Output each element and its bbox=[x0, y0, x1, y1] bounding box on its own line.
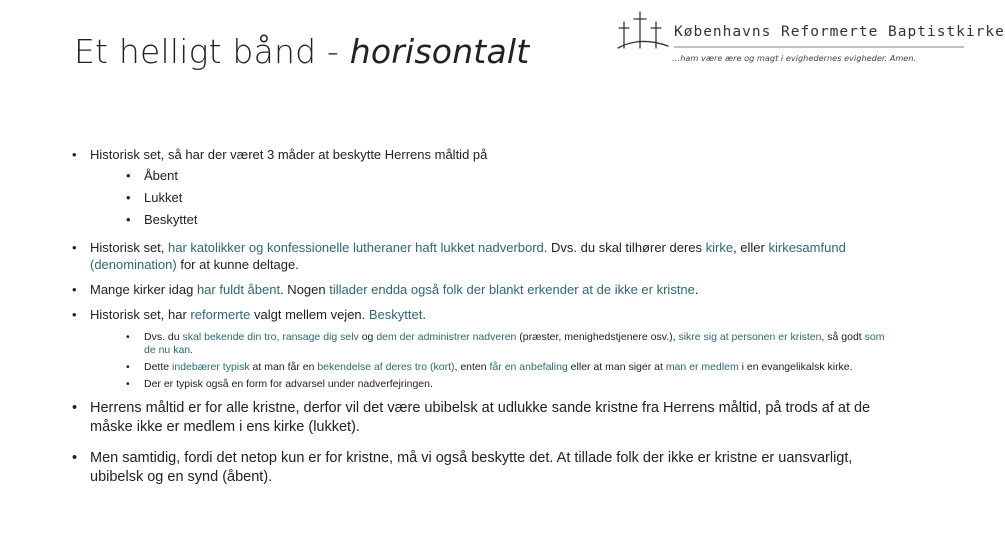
bullet-katolikker: • Historisk set, har katolikker og konfessionelle lutheraner haft lukket nadverbord. Dvs. du skal tilhører deres kirke, eller kirkesamfund (denomination) for at kunne deltage. bbox=[72, 239, 892, 273]
reformed-details-list bbox=[90, 331, 892, 391]
list-item: • Lukket bbox=[126, 187, 892, 209]
page-title bbox=[74, 32, 529, 71]
list-item: • Dvs. du skal bekende din tro, ransage dig selv og dem der administrer nadveren (præster, menighedstjenere osv.), sikre sig at personen er kristen, så godt som de nu kan. bbox=[126, 331, 892, 357]
church-name: Københavns Reformerte Baptistkirke bbox=[674, 24, 1005, 40]
title-main: Et helligt bånd - bbox=[74, 32, 350, 71]
bullet-list bbox=[72, 146, 892, 499]
church-motto: …ham være ære og magt i evighedernes evigheder. Amen. bbox=[672, 53, 917, 63]
bullet-men-samtidig: • Men samtidig, fordi det netop kun er for kristne, må vi også beskytte det. At tillade folk der ikke er kristne er uansvarligt, ubibelsk og en synd (åbent). bbox=[72, 449, 892, 487]
bullet-mange-kirker: • Mange kirker idag har fuldt åbent. Nogen tillader endda også folk der blankt erkender at de ikke er kristne. bbox=[72, 281, 892, 298]
church-logo bbox=[616, 8, 1005, 72]
list-item: • Dette indebærer typisk at man får en bekendelse af deres tro (kort), enten får en anbefaling eller at man siger at man er medlem i en evangelikalsk kirke. bbox=[126, 361, 892, 374]
list-item: • Der er typisk også en form for advarsel under nadverfejringen. bbox=[126, 378, 892, 391]
list-item: • Beskyttet bbox=[126, 209, 892, 231]
crosses-icon bbox=[616, 8, 676, 56]
bullet-reformerte: • Historisk set, har reformerte valgt mellem vejen. Beskyttet. • Dvs. du skal bekende din tro, ransage dig selv og dem der administrer nadveren (præster, menighedstjenere osv.), sikre sig at personen er kristen, så godt som de nu kan. • Dette indebærer typisk at man får en bekendelse af deres tro (kort), enten får en anbefaling eller at man siger at man er medlem i en evangelikalsk kirke. • Der er typisk også en form for advarsel under nadverfejringen. bbox=[72, 306, 892, 391]
bullet-herrens-maaltid: • Herrens måltid er for alle kristne, derfor vil det være ubibelsk at udlukke sande kristne fra Herrens måltid, på trods af at de måske ikke er medlem i ens kirke (lukket). bbox=[72, 399, 892, 437]
bullet-historisk: • Historisk set, så har der været 3 måder at beskytte Herrens måltid på • Åbent • Lukket • Beskyttet bbox=[72, 146, 892, 231]
logo-divider bbox=[674, 44, 964, 50]
protection-ways-list bbox=[90, 165, 892, 231]
title-italic: horisontalt bbox=[349, 32, 530, 71]
list-item: • Åbent bbox=[126, 165, 892, 187]
